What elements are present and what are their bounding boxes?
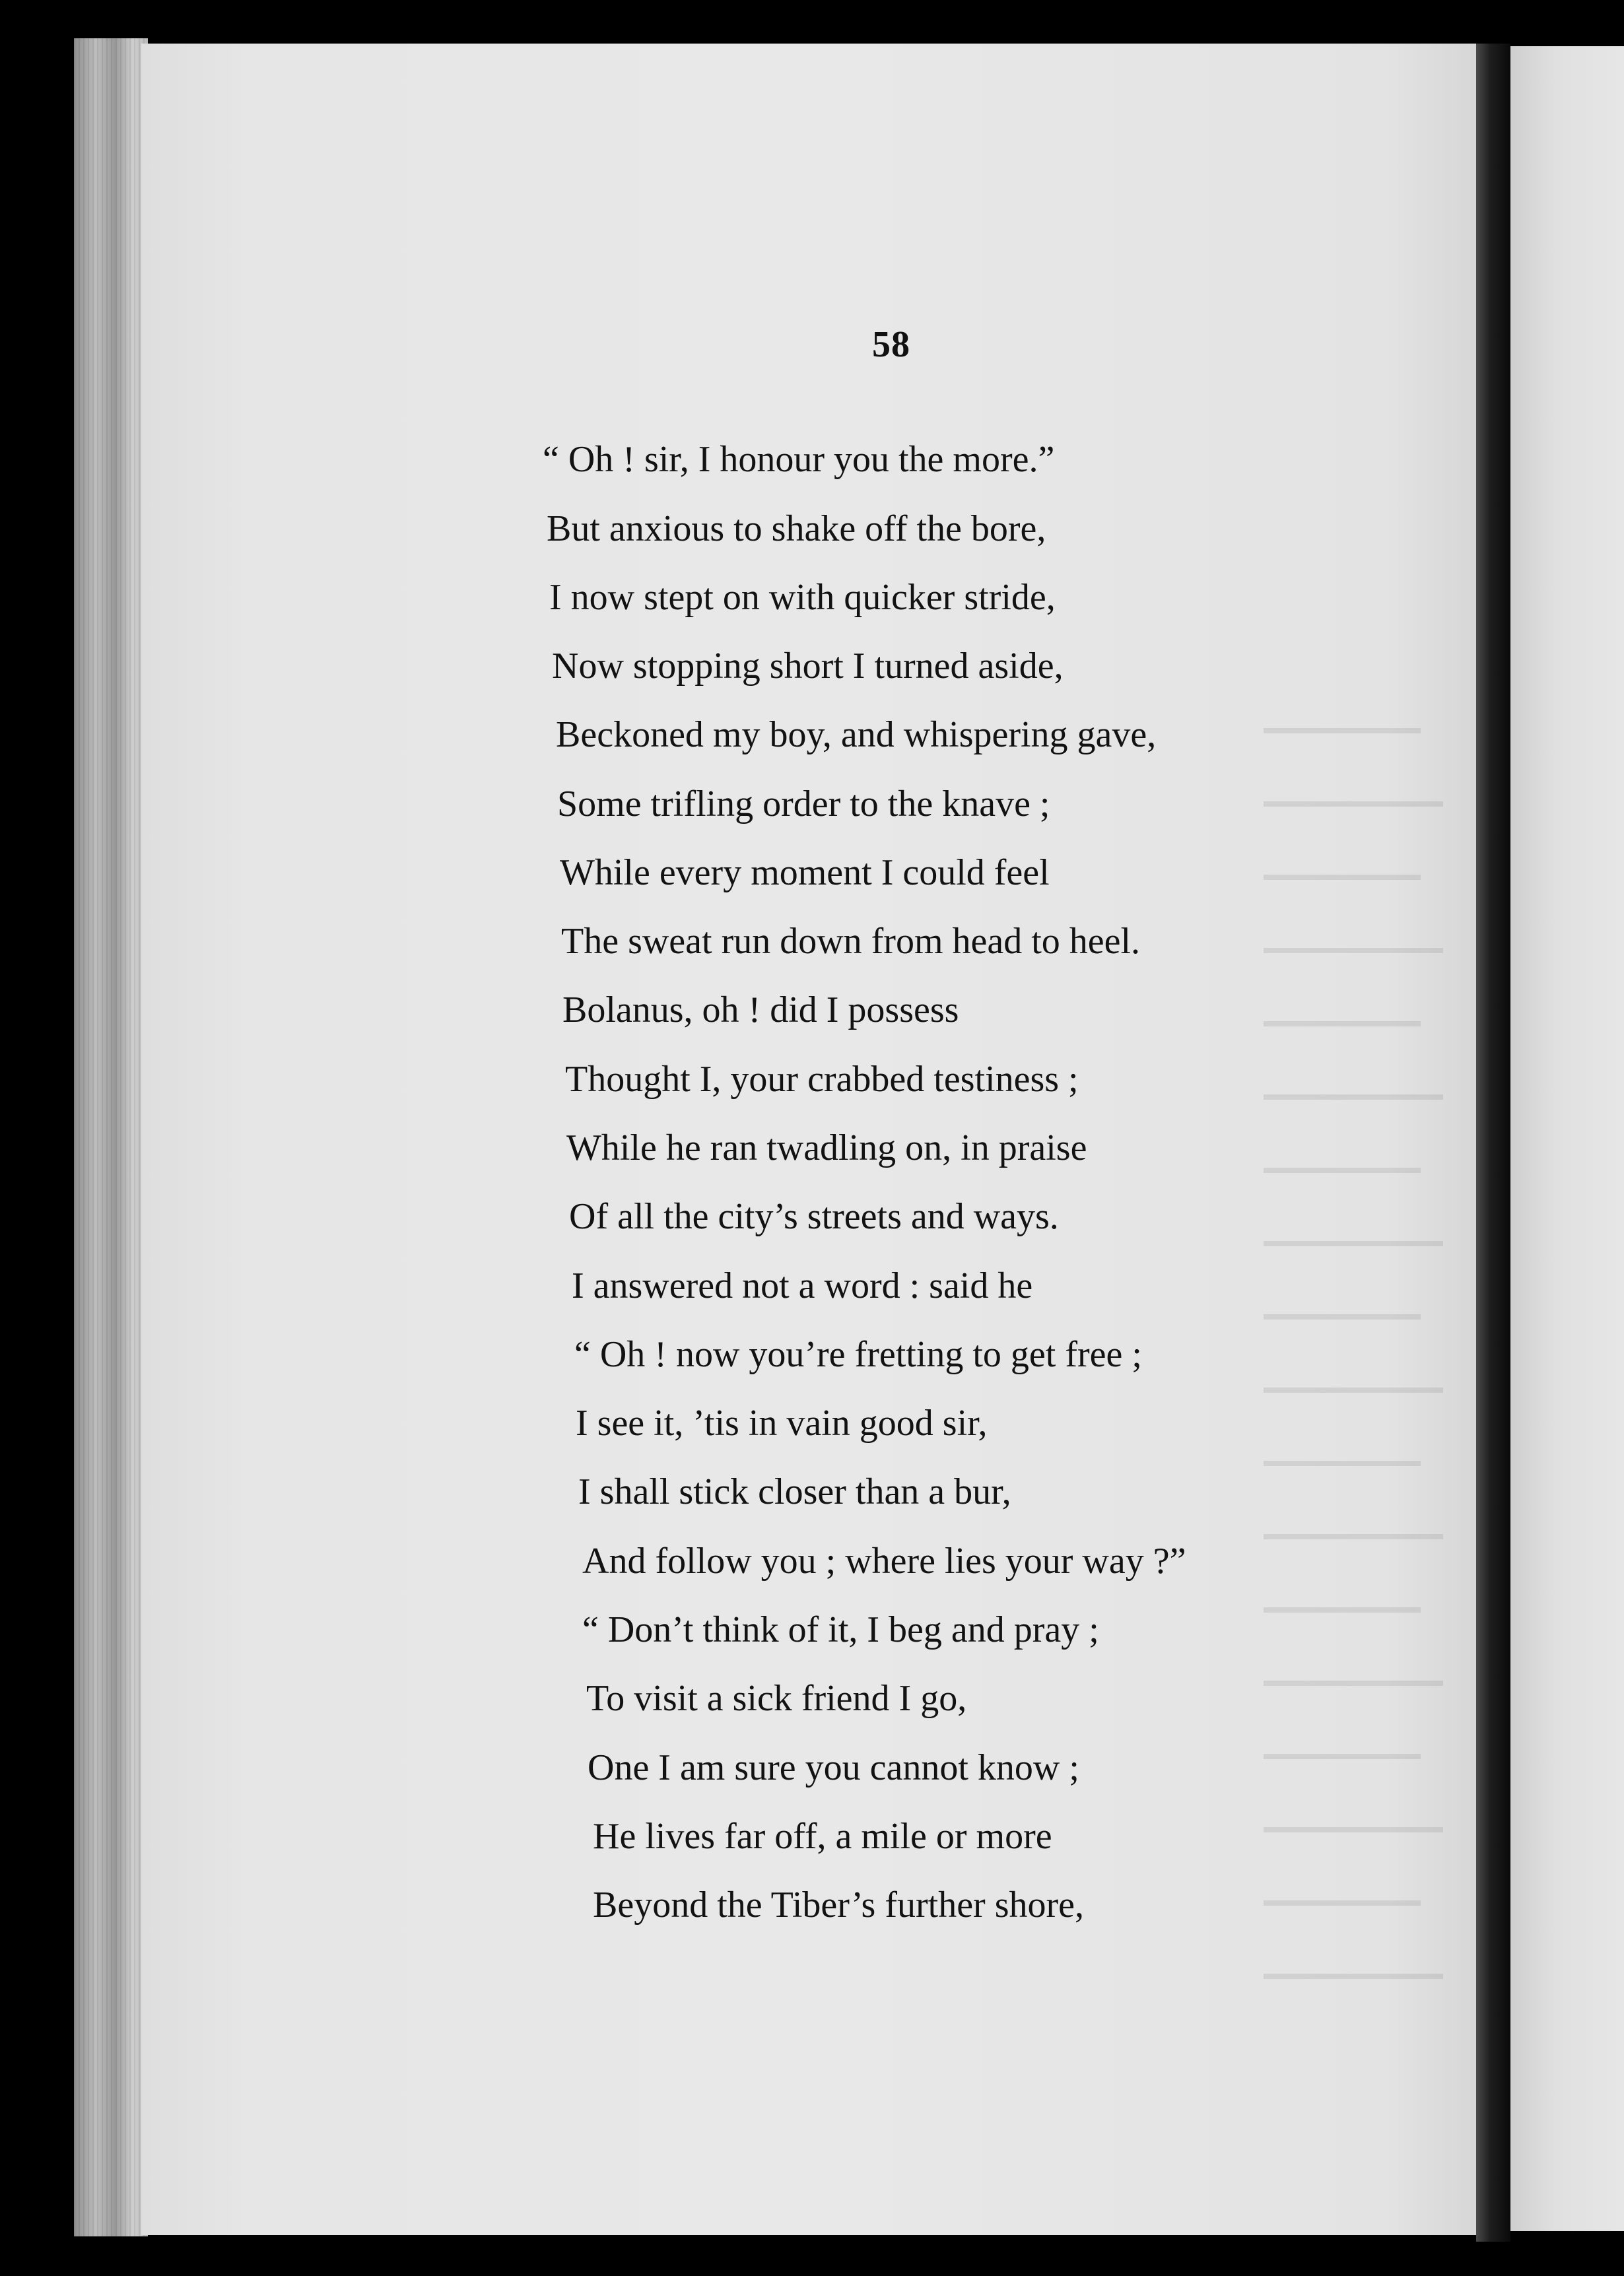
verse-line: “ Don’t think of it, I beg and pray ; bbox=[582, 1609, 1099, 1650]
verse-line: While every moment I could feel bbox=[560, 852, 1050, 893]
verse-line: Thought I, your crabbed testiness ; bbox=[565, 1059, 1079, 1100]
verse-line: The sweat run down from head to heel. bbox=[561, 921, 1141, 962]
verse-line: I see it, ’tis in vain good sir, bbox=[576, 1403, 988, 1444]
verse-line: He lives far off, a mile or more bbox=[593, 1816, 1052, 1857]
verse-line: But anxious to shake off the bore, bbox=[547, 508, 1046, 549]
verse-line: And follow you ; where lies your way ?” bbox=[582, 1541, 1186, 1582]
verse-line: I answered not a word : said he bbox=[572, 1265, 1033, 1306]
page-number: 58 bbox=[872, 324, 910, 365]
verse-line: Bolanus, oh ! did I possess bbox=[562, 989, 959, 1030]
verse-line: “ Oh ! sir, I honour you the more.” bbox=[543, 439, 1055, 480]
verse-line: Beckoned my boy, and whispering gave, bbox=[556, 714, 1157, 755]
verse-line: “ Oh ! now you’re fretting to get free ; bbox=[574, 1334, 1142, 1375]
verse-line: Beyond the Tiber’s further shore, bbox=[593, 1885, 1084, 1925]
verse-line: I shall stick closer than a bur, bbox=[578, 1471, 1011, 1512]
verse-line: To visit a sick friend I go, bbox=[586, 1678, 967, 1719]
verse-line: I now stept on with quicker stride, bbox=[549, 577, 1056, 618]
verse-line: Now stopping short I turned aside, bbox=[552, 646, 1064, 686]
verse-line: While he ran twadling on, in praise bbox=[566, 1127, 1087, 1168]
verse-line: One I am sure you cannot know ; bbox=[588, 1747, 1079, 1788]
verse-line: Of all the city’s streets and ways. bbox=[569, 1196, 1059, 1237]
verse-line: Some trifling order to the knave ; bbox=[557, 784, 1050, 824]
